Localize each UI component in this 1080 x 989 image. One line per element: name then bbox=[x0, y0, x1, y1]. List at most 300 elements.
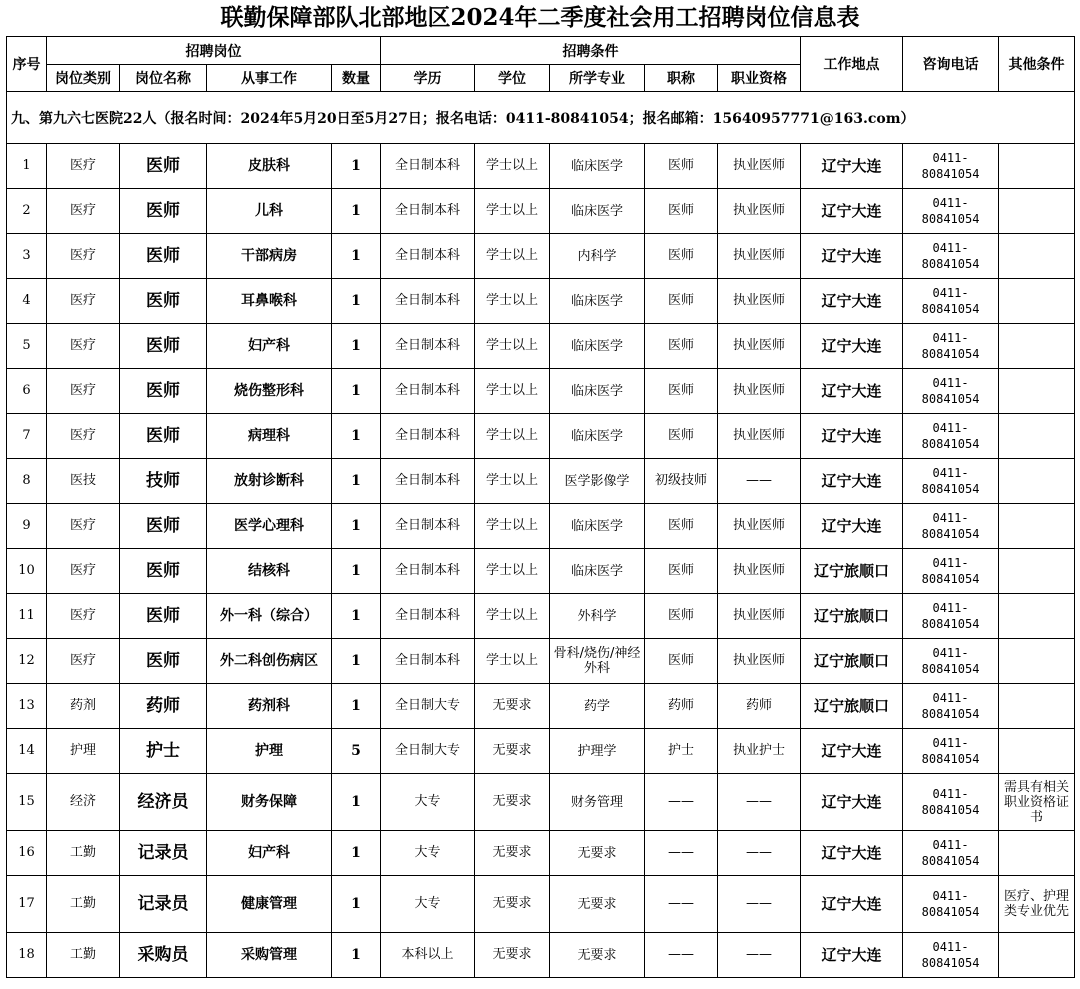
cell-major: 临床医学 bbox=[550, 414, 645, 459]
cell-education: 全日制本科 bbox=[381, 414, 475, 459]
header-count: 数量 bbox=[332, 65, 381, 92]
cell-category: 医疗 bbox=[47, 549, 120, 594]
table-row bbox=[7, 324, 1075, 369]
phone-prefix: 0411- bbox=[932, 646, 969, 660]
cell-seq: 11 bbox=[7, 594, 47, 639]
cell-education: 本科以上 bbox=[381, 933, 475, 978]
phone-number: 80841054 bbox=[921, 707, 980, 721]
cell-work: 外二科创伤病区 bbox=[207, 639, 332, 684]
cell-title-rank: 药师 bbox=[645, 684, 718, 729]
cell-education: 全日制本科 bbox=[381, 459, 475, 504]
cell-degree: 学士以上 bbox=[475, 504, 550, 549]
cell-phone bbox=[903, 639, 999, 684]
cell-qualification: 执业医师 bbox=[718, 594, 801, 639]
cell-qualification: 执业医师 bbox=[718, 369, 801, 414]
cell-degree: 学士以上 bbox=[475, 324, 550, 369]
cell-work: 妇产科 bbox=[207, 324, 332, 369]
cell-category: 经济 bbox=[47, 774, 120, 831]
header-category: 岗位类别 bbox=[47, 65, 120, 92]
table-row bbox=[7, 144, 1075, 189]
cell-degree: 无要求 bbox=[475, 684, 550, 729]
header-major: 所学专业 bbox=[550, 65, 645, 92]
cell-other bbox=[999, 933, 1075, 978]
phone-number: 80841054 bbox=[921, 347, 980, 361]
cell-work: 烧伤整形科 bbox=[207, 369, 332, 414]
cell-category: 工勤 bbox=[47, 933, 120, 978]
cell-qualification: —— bbox=[718, 774, 801, 831]
cell-title-rank: 医师 bbox=[645, 234, 718, 279]
cell-title-rank: 医师 bbox=[645, 504, 718, 549]
phone-number: 80841054 bbox=[921, 572, 980, 586]
cell-qualification: 执业医师 bbox=[718, 279, 801, 324]
cell-phone bbox=[903, 831, 999, 876]
cell-position-name: 记录员 bbox=[120, 831, 207, 876]
phone-prefix: 0411- bbox=[932, 511, 969, 525]
recruitment-table bbox=[6, 36, 1075, 978]
cell-major: 医学影像学 bbox=[550, 459, 645, 504]
cell-seq: 4 bbox=[7, 279, 47, 324]
table-row bbox=[7, 774, 1075, 831]
cell-seq: 16 bbox=[7, 831, 47, 876]
cell-location: 辽宁旅顺口 bbox=[801, 684, 903, 729]
section-info: 九、第九六七医院22人（报名时间：2024年5月20日至5月27日；报名电话：0411-80841054；报名邮箱：15640957771@163.com） bbox=[7, 92, 1075, 144]
cell-major: 药学 bbox=[550, 684, 645, 729]
cell-phone bbox=[903, 933, 999, 978]
phone-number: 80841054 bbox=[921, 392, 980, 406]
cell-location: 辽宁旅顺口 bbox=[801, 639, 903, 684]
cell-degree: 学士以上 bbox=[475, 279, 550, 324]
cell-title-rank: 医师 bbox=[645, 639, 718, 684]
section-row bbox=[7, 92, 1075, 144]
phone-number: 80841054 bbox=[921, 803, 980, 817]
cell-qualification: 执业护士 bbox=[718, 729, 801, 774]
cell-seq: 7 bbox=[7, 414, 47, 459]
cell-count: 1 bbox=[332, 504, 381, 549]
cell-education: 全日制本科 bbox=[381, 189, 475, 234]
header-seq: 序号 bbox=[7, 37, 47, 92]
cell-other: 需具有相关职业资格证书 bbox=[999, 774, 1075, 831]
phone-prefix: 0411- bbox=[932, 691, 969, 705]
cell-work: 放射诊断科 bbox=[207, 459, 332, 504]
cell-degree: 无要求 bbox=[475, 831, 550, 876]
cell-major: 临床医学 bbox=[550, 369, 645, 414]
cell-phone bbox=[903, 414, 999, 459]
cell-major: 无要求 bbox=[550, 876, 645, 933]
cell-position-name: 医师 bbox=[120, 414, 207, 459]
cell-position-name: 经济员 bbox=[120, 774, 207, 831]
table-row bbox=[7, 729, 1075, 774]
cell-education: 大专 bbox=[381, 876, 475, 933]
cell-count: 1 bbox=[332, 459, 381, 504]
cell-major: 临床医学 bbox=[550, 549, 645, 594]
cell-seq: 14 bbox=[7, 729, 47, 774]
cell-education: 全日制本科 bbox=[381, 504, 475, 549]
cell-category: 药剂 bbox=[47, 684, 120, 729]
cell-other bbox=[999, 324, 1075, 369]
cell-seq: 12 bbox=[7, 639, 47, 684]
header-phone: 咨询电话 bbox=[903, 37, 999, 92]
cell-category: 医疗 bbox=[47, 369, 120, 414]
cell-count: 1 bbox=[332, 831, 381, 876]
cell-title-rank: 护士 bbox=[645, 729, 718, 774]
cell-count: 1 bbox=[332, 234, 381, 279]
cell-title-rank: —— bbox=[645, 933, 718, 978]
cell-education: 全日制本科 bbox=[381, 639, 475, 684]
cell-other bbox=[999, 459, 1075, 504]
cell-degree: 无要求 bbox=[475, 729, 550, 774]
phone-prefix: 0411- bbox=[932, 787, 969, 801]
cell-position-name: 医师 bbox=[120, 504, 207, 549]
header-row-1 bbox=[7, 37, 1075, 65]
cell-location: 辽宁大连 bbox=[801, 234, 903, 279]
table-row bbox=[7, 639, 1075, 684]
cell-other bbox=[999, 189, 1075, 234]
cell-count: 1 bbox=[332, 414, 381, 459]
cell-qualification: 执业医师 bbox=[718, 549, 801, 594]
header-title-rank: 职称 bbox=[645, 65, 718, 92]
table-row bbox=[7, 279, 1075, 324]
cell-work: 外一科（综合） bbox=[207, 594, 332, 639]
cell-title-rank: —— bbox=[645, 831, 718, 876]
phone-number: 80841054 bbox=[921, 527, 980, 541]
cell-education: 全日制本科 bbox=[381, 369, 475, 414]
phone-number: 80841054 bbox=[921, 956, 980, 970]
cell-seq: 9 bbox=[7, 504, 47, 549]
cell-other bbox=[999, 414, 1075, 459]
cell-education: 全日制本科 bbox=[381, 549, 475, 594]
cell-count: 1 bbox=[332, 369, 381, 414]
cell-phone bbox=[903, 549, 999, 594]
cell-title-rank: 医师 bbox=[645, 189, 718, 234]
cell-other bbox=[999, 144, 1075, 189]
cell-work: 耳鼻喉科 bbox=[207, 279, 332, 324]
cell-phone bbox=[903, 774, 999, 831]
table-row bbox=[7, 684, 1075, 729]
cell-work: 结核科 bbox=[207, 549, 332, 594]
cell-degree: 学士以上 bbox=[475, 459, 550, 504]
cell-work: 皮肤科 bbox=[207, 144, 332, 189]
phone-number: 80841054 bbox=[921, 302, 980, 316]
cell-seq: 15 bbox=[7, 774, 47, 831]
table-row bbox=[7, 933, 1075, 978]
cell-work: 儿科 bbox=[207, 189, 332, 234]
cell-qualification: 执业医师 bbox=[718, 504, 801, 549]
cell-major: 护理学 bbox=[550, 729, 645, 774]
cell-phone bbox=[903, 189, 999, 234]
cell-education: 全日制本科 bbox=[381, 234, 475, 279]
cell-degree: 学士以上 bbox=[475, 234, 550, 279]
phone-prefix: 0411- bbox=[932, 241, 969, 255]
cell-category: 工勤 bbox=[47, 876, 120, 933]
cell-major: 临床医学 bbox=[550, 144, 645, 189]
cell-location: 辽宁大连 bbox=[801, 729, 903, 774]
cell-title-rank: 医师 bbox=[645, 369, 718, 414]
cell-qualification: 执业医师 bbox=[718, 234, 801, 279]
table-row bbox=[7, 549, 1075, 594]
phone-prefix: 0411- bbox=[932, 889, 969, 903]
table-row bbox=[7, 414, 1075, 459]
cell-count: 1 bbox=[332, 324, 381, 369]
header-other: 其他条件 bbox=[999, 37, 1075, 92]
cell-location: 辽宁旅顺口 bbox=[801, 594, 903, 639]
cell-category: 医疗 bbox=[47, 144, 120, 189]
cell-category: 护理 bbox=[47, 729, 120, 774]
cell-work: 药剂科 bbox=[207, 684, 332, 729]
cell-other bbox=[999, 549, 1075, 594]
cell-category: 医疗 bbox=[47, 639, 120, 684]
cell-education: 大专 bbox=[381, 831, 475, 876]
cell-other bbox=[999, 279, 1075, 324]
cell-seq: 10 bbox=[7, 549, 47, 594]
cell-title-rank: 初级技师 bbox=[645, 459, 718, 504]
cell-title-rank: 医师 bbox=[645, 549, 718, 594]
phone-number: 80841054 bbox=[921, 212, 980, 226]
phone-number: 80841054 bbox=[921, 617, 980, 631]
cell-other bbox=[999, 594, 1075, 639]
cell-category: 医疗 bbox=[47, 414, 120, 459]
cell-location: 辽宁大连 bbox=[801, 933, 903, 978]
cell-category: 医技 bbox=[47, 459, 120, 504]
cell-location: 辽宁大连 bbox=[801, 324, 903, 369]
cell-position-name: 医师 bbox=[120, 234, 207, 279]
cell-degree: 学士以上 bbox=[475, 549, 550, 594]
cell-work: 财务保障 bbox=[207, 774, 332, 831]
cell-qualification: 执业医师 bbox=[718, 189, 801, 234]
cell-count: 1 bbox=[332, 933, 381, 978]
cell-title-rank: —— bbox=[645, 774, 718, 831]
phone-number: 80841054 bbox=[921, 662, 980, 676]
phone-prefix: 0411- bbox=[932, 838, 969, 852]
cell-location: 辽宁大连 bbox=[801, 144, 903, 189]
cell-phone bbox=[903, 504, 999, 549]
phone-prefix: 0411- bbox=[932, 421, 969, 435]
cell-qualification: 执业医师 bbox=[718, 414, 801, 459]
cell-degree: 无要求 bbox=[475, 876, 550, 933]
cell-location: 辽宁大连 bbox=[801, 369, 903, 414]
cell-location: 辽宁旅顺口 bbox=[801, 549, 903, 594]
cell-seq: 13 bbox=[7, 684, 47, 729]
cell-other: 医疗、护理类专业优先 bbox=[999, 876, 1075, 933]
cell-major: 临床医学 bbox=[550, 279, 645, 324]
header-position-group: 招聘岗位 bbox=[47, 37, 381, 65]
cell-work: 健康管理 bbox=[207, 876, 332, 933]
phone-prefix: 0411- bbox=[932, 376, 969, 390]
header-name: 岗位名称 bbox=[120, 65, 207, 92]
cell-qualification: —— bbox=[718, 933, 801, 978]
cell-category: 医疗 bbox=[47, 594, 120, 639]
cell-category: 工勤 bbox=[47, 831, 120, 876]
cell-position-name: 医师 bbox=[120, 639, 207, 684]
cell-title-rank: 医师 bbox=[645, 414, 718, 459]
cell-major: 内科学 bbox=[550, 234, 645, 279]
cell-count: 1 bbox=[332, 876, 381, 933]
cell-phone bbox=[903, 729, 999, 774]
cell-phone bbox=[903, 144, 999, 189]
cell-position-name: 采购员 bbox=[120, 933, 207, 978]
cell-seq: 6 bbox=[7, 369, 47, 414]
cell-title-rank: 医师 bbox=[645, 279, 718, 324]
cell-phone bbox=[903, 234, 999, 279]
cell-category: 医疗 bbox=[47, 504, 120, 549]
cell-category: 医疗 bbox=[47, 234, 120, 279]
cell-position-name: 医师 bbox=[120, 549, 207, 594]
cell-phone bbox=[903, 459, 999, 504]
cell-seq: 3 bbox=[7, 234, 47, 279]
cell-work: 采购管理 bbox=[207, 933, 332, 978]
cell-other bbox=[999, 831, 1075, 876]
cell-seq: 17 bbox=[7, 876, 47, 933]
cell-work: 妇产科 bbox=[207, 831, 332, 876]
cell-seq: 5 bbox=[7, 324, 47, 369]
cell-other bbox=[999, 639, 1075, 684]
cell-location: 辽宁大连 bbox=[801, 876, 903, 933]
cell-position-name: 记录员 bbox=[120, 876, 207, 933]
phone-prefix: 0411- bbox=[932, 286, 969, 300]
cell-education: 全日制本科 bbox=[381, 144, 475, 189]
table-row bbox=[7, 459, 1075, 504]
table-row bbox=[7, 189, 1075, 234]
cell-count: 1 bbox=[332, 549, 381, 594]
header-work: 从事工作 bbox=[207, 65, 332, 92]
table-row bbox=[7, 876, 1075, 933]
table-row bbox=[7, 504, 1075, 549]
cell-education: 全日制本科 bbox=[381, 324, 475, 369]
cell-phone bbox=[903, 876, 999, 933]
phone-prefix: 0411- bbox=[932, 196, 969, 210]
table-row bbox=[7, 831, 1075, 876]
table-row bbox=[7, 594, 1075, 639]
cell-other bbox=[999, 504, 1075, 549]
cell-degree: 学士以上 bbox=[475, 639, 550, 684]
cell-degree: 学士以上 bbox=[475, 369, 550, 414]
cell-title-rank: 医师 bbox=[645, 594, 718, 639]
cell-major: 骨科/烧伤/神经外科 bbox=[550, 639, 645, 684]
cell-position-name: 医师 bbox=[120, 369, 207, 414]
cell-position-name: 药师 bbox=[120, 684, 207, 729]
header-qualification: 职业资格 bbox=[718, 65, 801, 92]
cell-education: 全日制本科 bbox=[381, 279, 475, 324]
cell-location: 辽宁大连 bbox=[801, 831, 903, 876]
cell-qualification: —— bbox=[718, 831, 801, 876]
cell-education: 全日制大专 bbox=[381, 729, 475, 774]
phone-number: 80841054 bbox=[921, 905, 980, 919]
header-degree: 学位 bbox=[475, 65, 550, 92]
cell-qualification: 执业医师 bbox=[718, 144, 801, 189]
table-row bbox=[7, 369, 1075, 414]
cell-phone bbox=[903, 279, 999, 324]
table-row bbox=[7, 234, 1075, 279]
cell-title-rank: 医师 bbox=[645, 144, 718, 189]
cell-qualification: 药师 bbox=[718, 684, 801, 729]
phone-prefix: 0411- bbox=[932, 736, 969, 750]
cell-phone bbox=[903, 594, 999, 639]
cell-title-rank: 医师 bbox=[645, 324, 718, 369]
phone-number: 80841054 bbox=[921, 752, 980, 766]
cell-qualification: 执业医师 bbox=[718, 639, 801, 684]
phone-prefix: 0411- bbox=[932, 940, 969, 954]
cell-location: 辽宁大连 bbox=[801, 504, 903, 549]
phone-prefix: 0411- bbox=[932, 466, 969, 480]
phone-number: 80841054 bbox=[921, 257, 980, 271]
cell-major: 外科学 bbox=[550, 594, 645, 639]
cell-title-rank: —— bbox=[645, 876, 718, 933]
cell-position-name: 护士 bbox=[120, 729, 207, 774]
cell-count: 5 bbox=[332, 729, 381, 774]
cell-location: 辽宁大连 bbox=[801, 414, 903, 459]
page-title: 联勤保障部队北部地区2024年二季度社会用工招聘岗位信息表 bbox=[220, 4, 860, 31]
cell-count: 1 bbox=[332, 594, 381, 639]
cell-major: 临床医学 bbox=[550, 189, 645, 234]
header-education: 学历 bbox=[381, 65, 475, 92]
cell-seq: 2 bbox=[7, 189, 47, 234]
phone-number: 80841054 bbox=[921, 482, 980, 496]
cell-category: 医疗 bbox=[47, 324, 120, 369]
cell-count: 1 bbox=[332, 639, 381, 684]
phone-prefix: 0411- bbox=[932, 151, 969, 165]
cell-degree: 学士以上 bbox=[475, 594, 550, 639]
phone-number: 80841054 bbox=[921, 437, 980, 451]
cell-qualification: —— bbox=[718, 876, 801, 933]
cell-qualification: —— bbox=[718, 459, 801, 504]
cell-phone bbox=[903, 684, 999, 729]
cell-education: 大专 bbox=[381, 774, 475, 831]
cell-work: 护理 bbox=[207, 729, 332, 774]
cell-location: 辽宁大连 bbox=[801, 459, 903, 504]
cell-location: 辽宁大连 bbox=[801, 189, 903, 234]
header-location: 工作地点 bbox=[801, 37, 903, 92]
phone-prefix: 0411- bbox=[932, 601, 969, 615]
cell-other bbox=[999, 729, 1075, 774]
cell-category: 医疗 bbox=[47, 189, 120, 234]
cell-count: 1 bbox=[332, 774, 381, 831]
cell-position-name: 医师 bbox=[120, 144, 207, 189]
cell-category: 医疗 bbox=[47, 279, 120, 324]
cell-other bbox=[999, 369, 1075, 414]
cell-seq: 1 bbox=[7, 144, 47, 189]
cell-position-name: 医师 bbox=[120, 594, 207, 639]
cell-work: 医学心理科 bbox=[207, 504, 332, 549]
table-body bbox=[7, 92, 1075, 978]
cell-major: 无要求 bbox=[550, 933, 645, 978]
cell-count: 1 bbox=[332, 144, 381, 189]
cell-degree: 无要求 bbox=[475, 933, 550, 978]
cell-seq: 18 bbox=[7, 933, 47, 978]
cell-position-name: 医师 bbox=[120, 324, 207, 369]
cell-location: 辽宁大连 bbox=[801, 279, 903, 324]
cell-other bbox=[999, 684, 1075, 729]
cell-count: 1 bbox=[332, 684, 381, 729]
cell-degree: 学士以上 bbox=[475, 189, 550, 234]
cell-other bbox=[999, 234, 1075, 279]
cell-qualification: 执业医师 bbox=[718, 324, 801, 369]
cell-work: 干部病房 bbox=[207, 234, 332, 279]
cell-degree: 学士以上 bbox=[475, 414, 550, 459]
cell-phone bbox=[903, 369, 999, 414]
cell-count: 1 bbox=[332, 189, 381, 234]
phone-number: 80841054 bbox=[921, 167, 980, 181]
cell-seq: 8 bbox=[7, 459, 47, 504]
cell-degree: 学士以上 bbox=[475, 144, 550, 189]
cell-count: 1 bbox=[332, 279, 381, 324]
cell-work: 病理科 bbox=[207, 414, 332, 459]
cell-education: 全日制大专 bbox=[381, 684, 475, 729]
cell-position-name: 医师 bbox=[120, 189, 207, 234]
cell-location: 辽宁大连 bbox=[801, 774, 903, 831]
cell-major: 无要求 bbox=[550, 831, 645, 876]
phone-number: 80841054 bbox=[921, 854, 980, 868]
cell-degree: 无要求 bbox=[475, 774, 550, 831]
cell-phone bbox=[903, 324, 999, 369]
